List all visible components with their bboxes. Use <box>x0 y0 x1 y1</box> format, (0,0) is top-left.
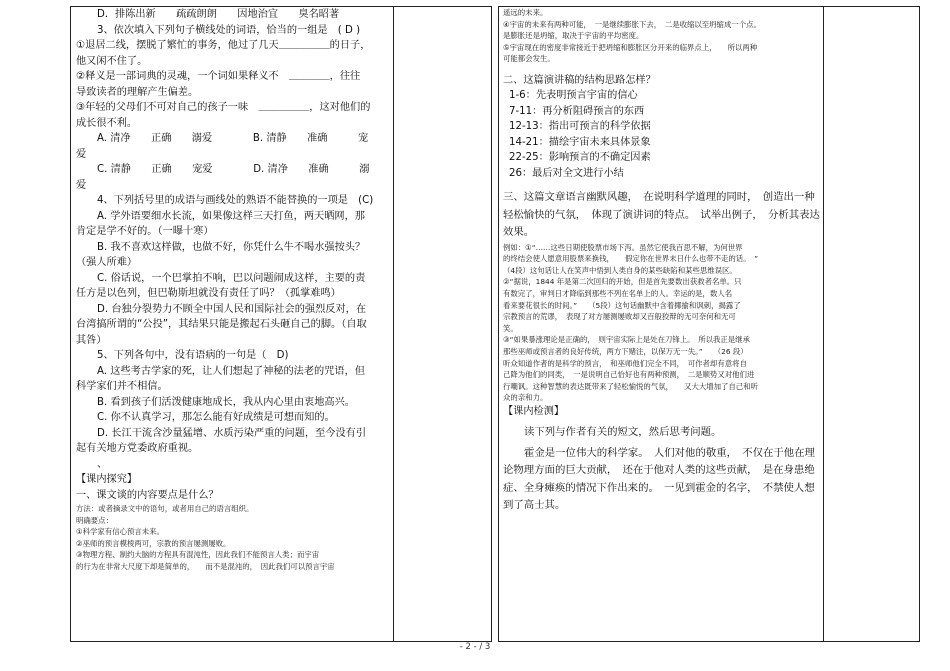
example-line: （4段）这句话让人在笑声中悟到人类自身的某些缺陷和某些思维误区。 <box>503 265 737 275</box>
left-column-divider <box>393 7 394 641</box>
question-humor <box>503 189 821 241</box>
q3-line: ①退居二线，摆脱了繁忙的事务，他过了几天＿＿＿＿＿的日子， <box>76 40 371 51</box>
example-line: 众的亲和力。 <box>503 393 548 403</box>
example-line: 听众知道作者的是科学的预言， 和巫师他们完全不同， 可作者却有意将自 <box>503 358 747 368</box>
q4-line: A. 学外语要细水长流，如果像这样三天打鱼，两天晒网，那 <box>97 210 365 222</box>
q3-line: 成长很不利。 <box>76 117 138 129</box>
q5-line: B. 看到孩子们活泼健康地成长，我从内心里由衷地高兴。 <box>97 396 355 408</box>
passage-line: 症、全身瘫痪的情况下作出来的。 一见到霍金的名字， 不禁使人想 <box>503 481 815 494</box>
q5-line: A. 这些考古学家的死，让人们想起了神秘的法老的咒语，但 <box>97 365 365 377</box>
example-line: 的终结会使人愿意用股票来换钱， 假定你在世界末日什么也带不走的话。 ” <box>503 254 759 264</box>
humor-line: 三、这篇文章语言幽默风趣， 在说明科学道理的同时， 创造出一种 <box>503 191 815 204</box>
example-line: 看来要花很长的时间。” （5段）这句话幽默中含着揶揄和讽刺，揭露了 <box>503 300 741 310</box>
answer-continued: ④宇宙的未来有两种可能， 一是继续膨胀下去， 二是收缩以至坍缩成一个点。 <box>503 19 761 29</box>
q5-line: 起有关地方党委政府重视。 <box>76 443 199 454</box>
structure-item: 1-6：先表明预言宇宙的信心 <box>509 90 638 102</box>
q4-line: 肯定是学不好的。（一曝十寒） <box>76 226 214 237</box>
q3-line: 导致读者的理解产生偏差。 <box>76 86 199 98</box>
section-title-test: 【课内检测】 <box>503 406 565 417</box>
stray-mark: 、 <box>97 458 108 470</box>
answer-continued: 遥远的未来。 <box>503 8 548 17</box>
section-title-explore: 【课内探究】 <box>76 474 138 485</box>
structure-list <box>503 88 821 181</box>
answer-continued: 是膨胀还是坍缩，取决于宇宙的平均密度。 <box>503 31 644 41</box>
example-line: 例如：①“……这些日期使股票市场下泻。虽然它使我百思不解，为何世界 <box>503 242 743 252</box>
example-line: 宗教预言的荒谬， 表现了对方屡测屡败却又百般狡辩的无可奈何和无可 <box>503 312 736 322</box>
q5-line: 科学家们并不相信。 <box>76 381 168 392</box>
question-5 <box>76 348 391 457</box>
reading-passage <box>503 445 821 515</box>
humor-line: 轻松愉快的气氛， 体现了演讲词的特点。 试举出例子， 分析其表达 <box>503 208 820 221</box>
q5-line: D. 长江干流含沙量猛增、水质污染严重的问题，至今没有引 <box>97 427 367 439</box>
q4-line: 台湾搞所谓的“公投”，其结果只能是搬起石头砸自己的脚。（自取 <box>76 319 367 330</box>
answer-heading: 明确要点： <box>76 515 113 525</box>
test-intro: 读下列与作者有关的短文，然后思考问题。 <box>524 425 722 438</box>
structure-item: 12-13：指出可预言的科学依据 <box>509 121 651 133</box>
humor-line: 效果。 <box>503 226 535 239</box>
question-3 <box>76 23 391 194</box>
q4-stem: 4、下列括号里的成语与画线处的熟语不能替换的一项是 (C) <box>97 195 374 206</box>
q4-line: 任方是以色列，但巴勒斯坦就没有责任了吗？（孤掌难鸣） <box>76 288 341 299</box>
q3-options-cd: C. 清静 正确 宠爱 D. 清净 准确 溺 <box>97 164 370 175</box>
left-table <box>70 6 492 642</box>
right-table <box>498 6 920 642</box>
q4-line: C. 俗话说，一个巴掌拍不响，巴以问题闹成这样，主要的责 <box>97 272 366 284</box>
answer-point: 的行为在非常大尺度下却是简单的， 而不是混沌的， 因此我们可以预言宇宙 <box>76 561 335 571</box>
example-line: 笑。 <box>503 323 518 333</box>
answer-point: ③物理方程、制约大脑的方程具有混沌性，因此我们不能预言人类；而宇宙 <box>76 550 320 560</box>
page-number: - 2 - / 3 <box>459 642 491 652</box>
question-structure: 二、这篇演讲稿的结构思路怎样？ <box>503 74 656 86</box>
q5-stem: 5、下列各句中，没有语病的一句是（ D) <box>97 350 289 361</box>
structure-item: 22-25：影响预言的不确定因素 <box>509 152 651 164</box>
question-4 <box>76 193 391 348</box>
answer-continued: ⑤宇宙现在的密度非常接近于把坍缩和膨胀区分开来的临界点上， 所以两种 <box>503 42 758 52</box>
answer-continued: 可能都会发生。 <box>503 54 555 64</box>
example-line: 己降为他们的同类， 一是说明自己恰好也有两种预测， 二是顺势又对他们进 <box>503 370 755 380</box>
q3-options-ab: A. 清净 正确 溺爱 B. 清静 准确 宠 <box>97 133 369 144</box>
example-line: 行嘲讽。这种智慧的表达既带来了轻松愉悦的气氛， 又大大增加了自己和听 <box>503 381 758 391</box>
q4-line: 其咎） <box>76 334 107 346</box>
q4-line: D. 台独分裂势力不顾全中国人民和国际社会的强烈反对，在 <box>97 303 367 315</box>
method-note: 方法：或者摘录文中的语句，或者用自己的语言组织。 <box>76 504 254 513</box>
q3-line: ③年轻的父母们不可对自己的孩子一味 ＿＿＿＿＿，这对他们的 <box>76 102 371 113</box>
structure-item: 14-21：描绘宇宙未来具体景象 <box>509 136 651 148</box>
passage-line: 论物理方面的巨大贡献， 还在于他对人类的这些贡献， 是在身患绝 <box>503 464 815 477</box>
structure-item: 7-11：再分析阻碍预言的东西 <box>509 105 645 117</box>
q3-line: ②释义是一部词典的灵魂，一个词如果释义不 ＿＿＿＿，往往 <box>76 71 361 82</box>
question-summary: 一、课文谈的内容要点是什么？ <box>76 489 219 501</box>
example-line: 那些巫师或预言者的良好传统，两方下赌注，以保万无一失。” （26 段） <box>503 347 748 357</box>
q4-line: B. 我不喜欢这样做，也做不好，你凭什么牛不喝水强按头？ <box>97 241 366 253</box>
example-line: 有数完了，审判日才降临到那些不列在名单上的人。幸运的是，数人名 <box>503 289 733 299</box>
answer-point: ①科学家有信心预言未来。 <box>76 527 164 537</box>
q3-line: 爱 <box>76 179 87 191</box>
structure-item: 26：最后对全文进行小结 <box>509 167 624 179</box>
left-content-column <box>76 7 391 573</box>
answer-point: ②巫师的预言模棱两可，宗教的预言屡测屡败。 <box>76 538 231 548</box>
q3-line: 爱 <box>76 148 87 160</box>
q3-stem: 3、依次填入下列句子横线处的词语，恰当的一组是 ( D ) <box>97 24 361 36</box>
right-column-divider <box>823 7 824 641</box>
right-content-column <box>503 7 821 515</box>
passage-line: 霍金是一位伟大的科学家。 人们对他的敬重， 不仅在于他在理 <box>524 446 815 459</box>
example-line: ③“如果暴涨理论是正确的， 则宇宙实际上是处在刀锋上。 所以我正是继承 <box>503 335 750 345</box>
example-line: ②“据说，1844 年是第二次回归的开始，但是首先要数出获救者名单。只 <box>503 277 742 287</box>
q2-option-d: D．排陈出新 疏疏朗朗 因地治宜 臭名昭著 <box>97 9 340 20</box>
humor-examples <box>503 242 821 404</box>
q5-line: C. 你不认真学习，那怎么能有好成绩是可想而知的。 <box>97 412 335 423</box>
q4-line: （强人所难） <box>76 257 138 268</box>
q3-line: 他又闲不住了。 <box>76 55 148 67</box>
passage-line: 到了高士其。 <box>503 499 566 512</box>
